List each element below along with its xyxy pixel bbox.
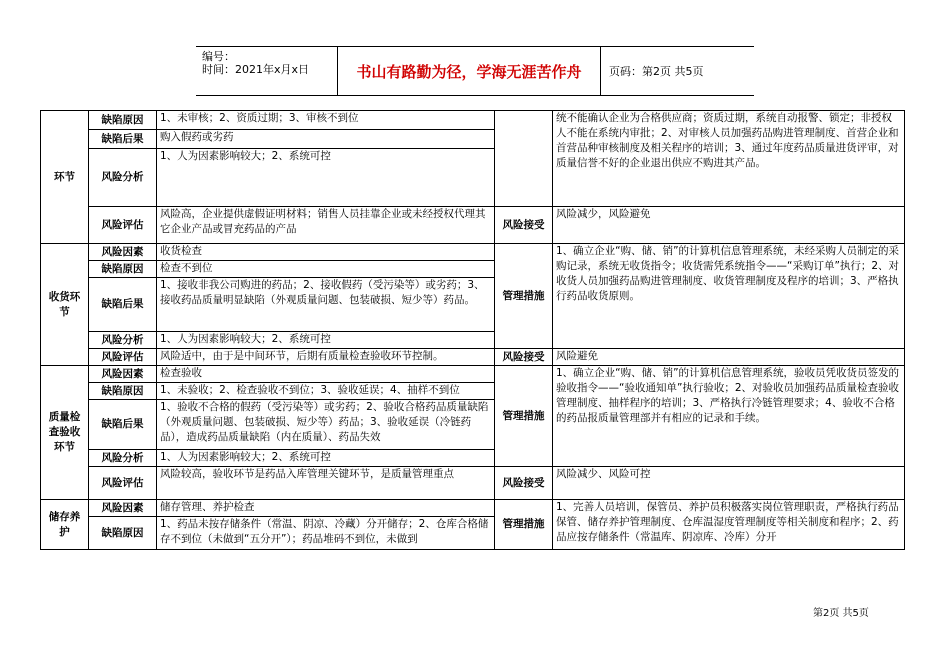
row-label: 缺陷后果 xyxy=(89,278,157,332)
row-text: 收货检查 xyxy=(157,244,495,261)
table-row xyxy=(41,207,905,244)
accept-label: 风险接受 xyxy=(495,467,553,500)
row-label: 风险评估 xyxy=(89,349,157,366)
header-page: 页码：第2页 共5页 xyxy=(609,65,704,78)
row-label: 缺陷后果 xyxy=(89,130,157,149)
row-label: 风险评估 xyxy=(89,207,157,244)
header-motto: 书山有路勤为径，学海无涯苦作舟 xyxy=(338,47,601,95)
row-text: 1、未审核；2、资质过期；3、审核不到位 xyxy=(157,111,495,130)
row-text: 储存管理、养护检查 xyxy=(157,500,495,517)
row-label: 风险因素 xyxy=(89,500,157,517)
measures-text: 1、完善人员培训，保管员、养护员积极落实岗位管理职责，严格执行药品保管、储存养护管理制度、仓库温湿度管理制度等相关制度和程序；2、药品应按存储条件（常温库、阴凉库、冷库）分开 xyxy=(553,500,905,550)
table-row xyxy=(41,366,905,383)
row-label: 缺陷原因 xyxy=(89,383,157,400)
table-row xyxy=(41,244,905,261)
header-time: 时间：2021年x月x日 xyxy=(202,63,310,76)
row-label: 风险因素 xyxy=(89,366,157,383)
row-text: 检查不到位 xyxy=(157,261,495,278)
row-label: 缺陷原因 xyxy=(89,517,157,550)
row-label: 缺陷原因 xyxy=(89,111,157,130)
row-text: 风险适中，由于是中间环节，后期有质量检查验收环节控制。 xyxy=(157,349,495,366)
page-footer: 第2页 共5页 xyxy=(813,608,869,619)
measures-text: 1、确立企业“购、储、销”的计算机信息管理系统，验收员凭收货员签发的验收指令——“验收通知单”执行验收；2、对验收员加强药品质量检查验收管理制度、抽样程序的培训；3、严格执行冷链管理要求；4、验收不合格的药品报质量管理部并有相应的记录和手续。 xyxy=(553,366,905,467)
row-label: 风险评估 xyxy=(89,467,157,500)
row-text: 1、人为因素影响较大；2、系统可控 xyxy=(157,450,495,467)
measures-label xyxy=(495,111,553,207)
row-text: 1、人为因素影响较大；2、系统可控 xyxy=(157,149,495,207)
table-row xyxy=(41,349,905,366)
row-text: 1、接收非我公司购进的药品；2、接收假药（受污染等）或劣药；3、接收药品质量明显缺陷（外观质量问题、包装破损、短少等）药品。 xyxy=(157,278,495,332)
row-text: 购入假药或劣药 xyxy=(157,130,495,149)
measures-text: 统不能确认企业为合格供应商；资质过期，系统自动报警、锁定；非授权人不能在系统内审批；2、对审核人员加强药品购进管理制度、首营企业和首营品种审核制度及相关程序的培训；3、通过年度药品质量进货评审，对质量信誉不好的企业退出供应不购进其产品。 xyxy=(553,111,905,207)
section-name: 环节 xyxy=(41,111,89,244)
table-row xyxy=(41,467,905,500)
table-row xyxy=(41,500,905,517)
measures-label: 管理措施 xyxy=(495,244,553,349)
risk-table xyxy=(40,110,905,550)
row-text: 1、未验收；2、检查验收不到位；3、验收延误；4、抽样不到位 xyxy=(157,383,495,400)
header-number: 编号： xyxy=(202,50,235,63)
row-label: 缺陷原因 xyxy=(89,261,157,278)
row-text: 风险较高，验收环节是药品入库管理关键环节，是质量管理重点 xyxy=(157,467,495,500)
row-label: 风险分析 xyxy=(89,450,157,467)
row-label: 风险因素 xyxy=(89,244,157,261)
row-text: 1、验收不合格的假药（受污染等）或劣药；2、验收合格药品质量缺陷（外观质量问题、包装破损、短少等）药品；3、验收延误（冷链药品），造成药品质量缺陷（内在质量）、药品失效 xyxy=(157,400,495,450)
accept-label: 风险接受 xyxy=(495,207,553,244)
accept-label: 风险接受 xyxy=(495,349,553,366)
section-name: 储存养护 xyxy=(41,500,89,550)
row-text: 1、药品未按存储条件（常温、阴凉、冷藏）分开储存；2、仓库合格储存不到位（未做到“五分开”）；药品堆码不到位，未做到 xyxy=(157,517,495,550)
section-name: 质量检查验收环节 xyxy=(41,366,89,500)
row-label: 风险分析 xyxy=(89,149,157,207)
row-label: 风险分析 xyxy=(89,332,157,349)
accept-text: 风险减少、风险可控 xyxy=(553,467,905,500)
page-header xyxy=(196,46,754,96)
row-text: 检查验收 xyxy=(157,366,495,383)
row-text: 1、人为因素影响较大；2、系统可控 xyxy=(157,332,495,349)
row-text: 风险高，企业提供虚假证明材料；销售人员挂靠企业或未经授权代理其它企业产品或冒充药品的产品 xyxy=(157,207,495,244)
section-name: 收货环节 xyxy=(41,244,89,366)
measures-label: 管理措施 xyxy=(495,366,553,467)
measures-label: 管理措施 xyxy=(495,500,553,550)
header-meta xyxy=(196,47,338,95)
accept-text: 风险减少，风险避免 xyxy=(553,207,905,244)
measures-text: 1、确立企业“购、储、销”的计算机信息管理系统，未经采购人员制定的采购记录，系统无收货指令；收货需凭系统指令——“采购订单”执行；2、对收货人员加强药品购进管理制度、收货管理制度及程序的培训；3、严格执行药品收货原则。 xyxy=(553,244,905,349)
table-row xyxy=(41,111,905,130)
accept-text: 风险避免 xyxy=(553,349,905,366)
row-label: 缺陷后果 xyxy=(89,400,157,450)
